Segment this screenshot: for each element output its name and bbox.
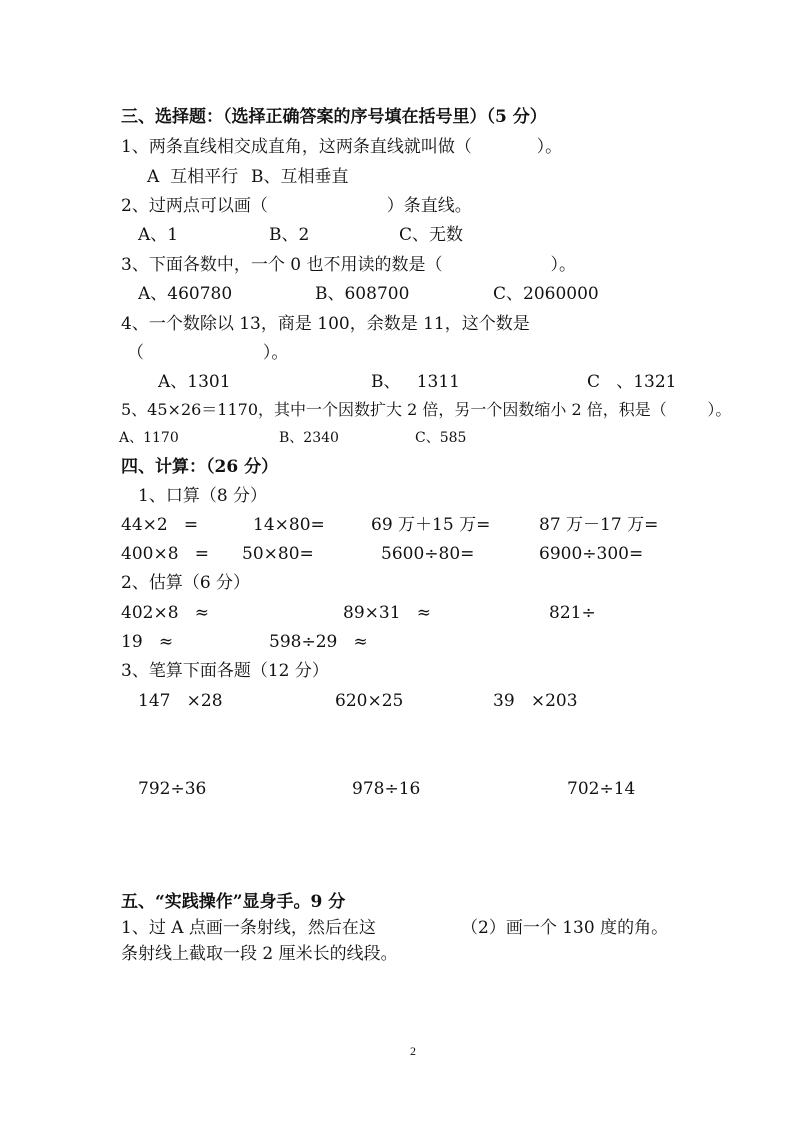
q1-stem: 1、两条直线相交成直角，这两条直线就叫做（ ）。: [121, 137, 563, 157]
q4-option-c: C 、1321: [587, 372, 677, 392]
written-item: 147 ×28: [138, 691, 223, 711]
oral-item: 87 万－17 万=: [539, 515, 659, 535]
q3-option-c: C、2060000: [493, 284, 599, 304]
q2-option-c: C、无数: [399, 225, 464, 245]
q3-option-b: B、608700: [315, 284, 410, 304]
section4-heading: 四、计算：（26 分）: [121, 457, 279, 477]
q4-stem: 4、一个数除以 13，商是 100，余数是 11，这个数是: [121, 314, 530, 334]
written-item: 702÷14: [567, 779, 636, 799]
estimate-item: 89×31 ≈: [343, 603, 431, 623]
q3-option-a: A、460780: [138, 284, 233, 304]
oral-item: 14×80=: [253, 515, 325, 535]
estimate-item: 19 ≈: [121, 632, 174, 652]
q5-stem: 5、45×26＝1170，其中一个因数扩大 2 倍，另一个因数缩小 2 倍，积是（ ）。: [121, 400, 732, 419]
estimate-item: 402×8 ≈: [121, 603, 209, 623]
written-item: 39 ×203: [493, 691, 578, 711]
practice-q1-line1: 1、过 A 点画一条射线，然后在这: [121, 918, 376, 938]
estimate-title: 2、估算（6 分）: [121, 573, 251, 593]
q5-option-b: B、2340: [279, 430, 339, 446]
q2-option-a: A、1: [138, 225, 179, 245]
oral-item: 50×80=: [242, 544, 314, 564]
section3-heading: 三、选择题：（选择正确答案的序号填在括号里）（5 分）: [121, 107, 547, 127]
q1-option-b: B、互相垂直: [251, 167, 349, 187]
q3-stem: 3、下面各数中，一个 0 也不用读的数是（ ）。: [121, 255, 577, 275]
page-number: 2: [410, 1044, 416, 1058]
q2-stem: 2、过两点可以画（ ）条直线。: [121, 196, 472, 216]
written-item: 792÷36: [138, 779, 207, 799]
practice-q2: （2）画一个 130 度的角。: [461, 918, 669, 938]
section5-heading: 五、“实践操作”显身手。9 分: [121, 892, 346, 912]
q5-option-c: C、585: [415, 430, 467, 446]
written-item: 978÷16: [352, 779, 421, 799]
q5-option-a: A、1170: [119, 430, 179, 446]
q4-blank: （ ）。: [127, 343, 289, 363]
written-item: 620×25: [335, 691, 404, 711]
written-calc-title: 3、笔算下面各题（12 分）: [121, 661, 329, 681]
oral-calc-title: 1、口算（8 分）: [138, 486, 268, 506]
oral-item: 400×8 =: [121, 544, 209, 564]
estimate-item: 821÷: [549, 603, 596, 623]
q1-option-a: A 互相平行: [147, 167, 239, 187]
q4-option-b: B、 1311: [371, 372, 460, 392]
oral-item: 44×2 =: [121, 515, 199, 535]
oral-item: 69 万＋15 万=: [371, 515, 491, 535]
oral-item: 6900÷300=: [539, 544, 644, 564]
oral-item: 5600÷80=: [381, 544, 475, 564]
q2-option-b: B、2: [269, 225, 310, 245]
estimate-item: 598÷29 ≈: [269, 632, 368, 652]
practice-q1-line2: 条射线上截取一段 2 厘米长的线段。: [121, 944, 398, 964]
q4-option-a: A、1301: [158, 372, 231, 392]
